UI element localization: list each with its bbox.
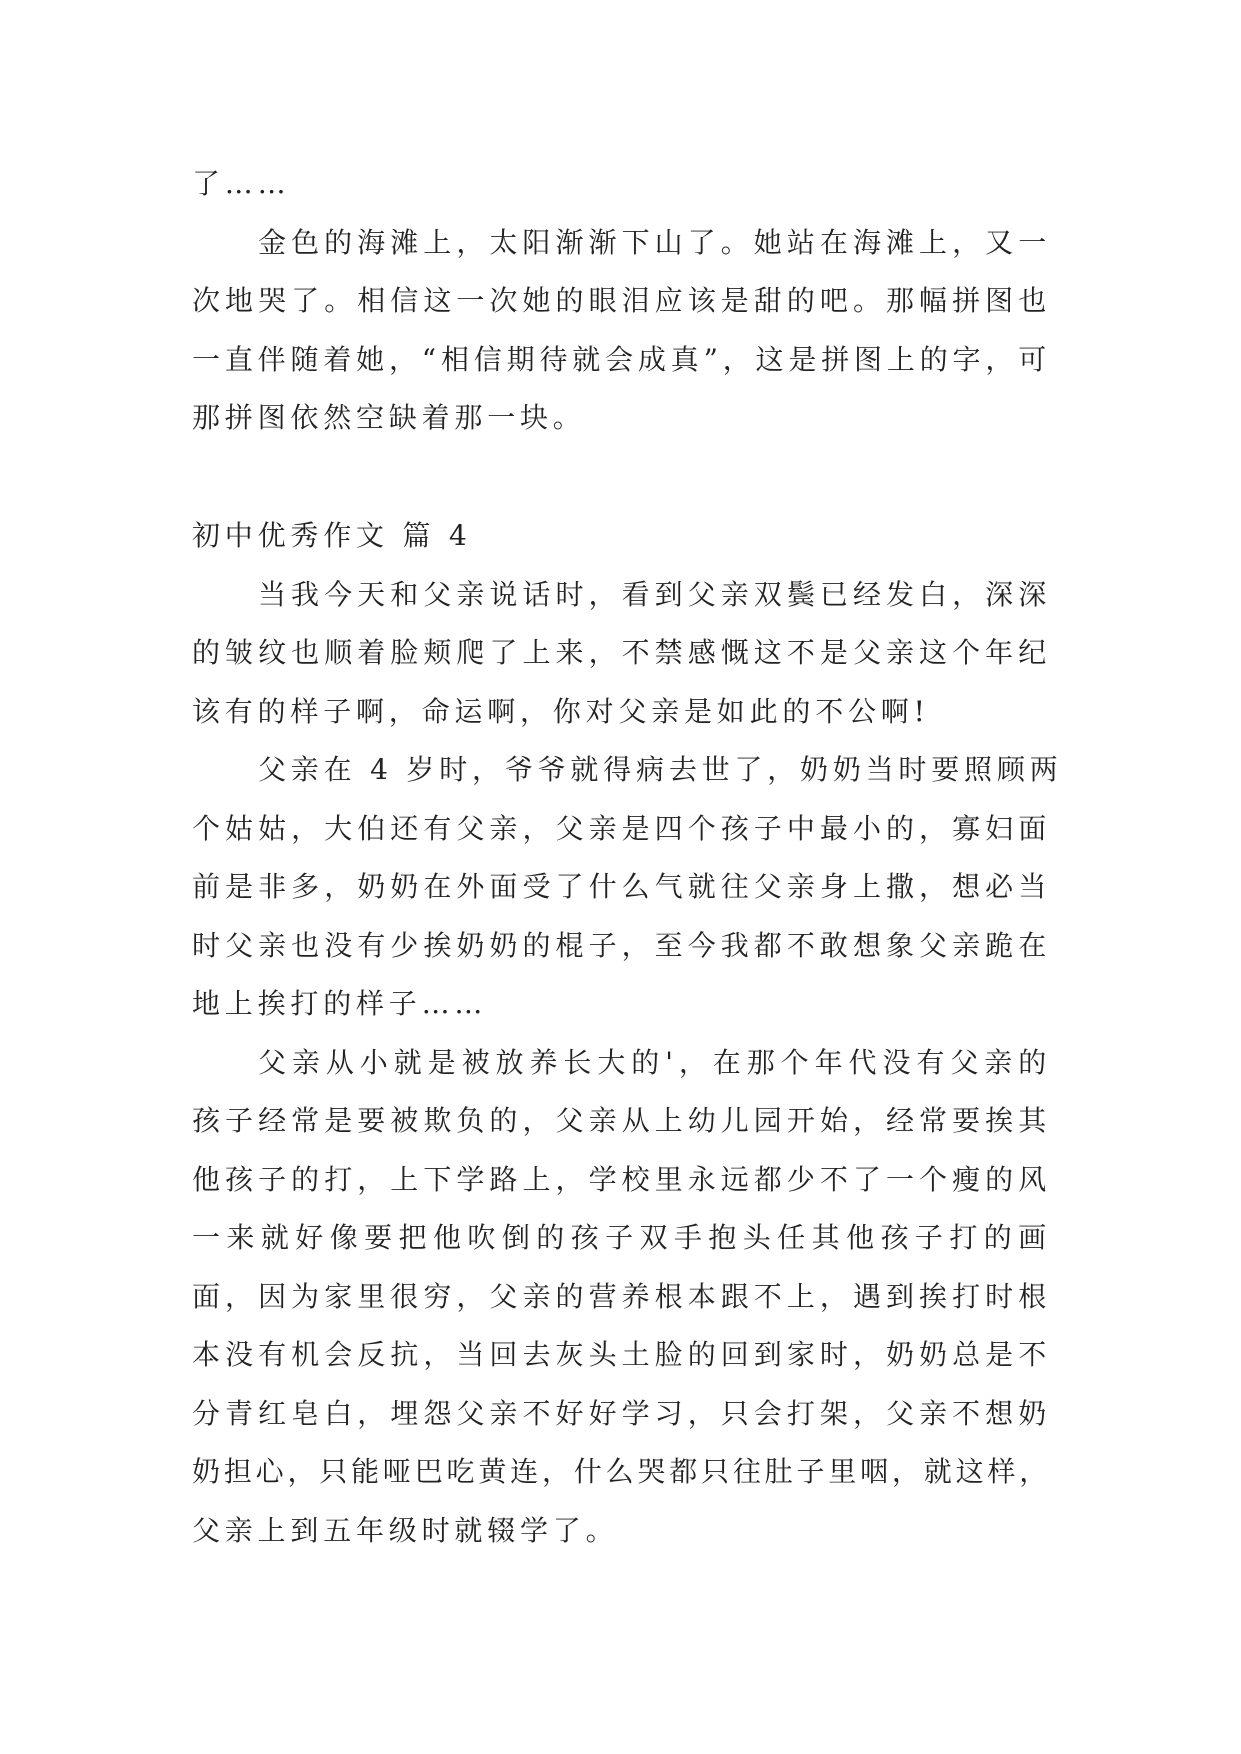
paragraph (192, 214, 1051, 448)
paragraph-line: 一来就好像要把他吹倒的孩子双手抱头任其他孩子打的画 (192, 1221, 1051, 1254)
paragraph-line: 前是非多，奶奶在外面受了什么气就往父亲身上撒，想必当 (192, 870, 1051, 903)
paragraph-line: 该有的样子啊，命运啊，你对父亲是如此的不公啊! (192, 694, 930, 728)
paragraph-line: 父亲在 4 岁时，爷爷就得病去世了，奶奶当时要照顾两 (258, 753, 1063, 786)
paragraph (192, 566, 1051, 742)
paragraph-line: 个姑姑，大伯还有父亲，父亲是四个孩子中最小的，寡妇面 (192, 811, 1051, 845)
paragraph-line: 父亲从小就是被放养长大的'，在那个年代没有父亲的 (258, 1045, 1051, 1079)
paragraph-line: 面，因为家里很穷，父亲的营养根本跟不上，遇到挨打时根 (192, 1279, 1051, 1313)
paragraph-line: 地上挨打的样子…… (192, 987, 488, 1020)
paragraph-line: 分青红皂白，埋怨父亲不好好学习，只会打架，父亲不想奶 (192, 1396, 1051, 1430)
paragraph-line: 了…… (192, 167, 291, 200)
document-page (192, 155, 1063, 1560)
paragraph-line: 那拼图依然空缺着那一块。 (192, 401, 586, 434)
paragraph (192, 1034, 1051, 1561)
paragraph-line: 次地哭了。相信这一次她的眼泪应该是甜的吧。那幅拼图也 (192, 284, 1051, 317)
paragraph-line: 的皱纹也顺着脸颊爬了上来，不禁感慨这不是父亲这个年纪 (192, 636, 1051, 669)
paragraph-line: 父亲上到五年级时就辍学了。 (192, 1513, 619, 1547)
paragraph-line: 时父亲也没有少挨奶奶的棍子，至今我都不敢想象父亲跪在 (192, 928, 1051, 962)
paragraph-line: 本没有机会反抗，当回去灰头土脸的回到家时，奶奶总是不 (192, 1338, 1051, 1371)
continuation-paragraph (192, 155, 1051, 214)
paragraph-line: 一直伴随着她，“相信期待就会成真”，这是拼图上的字，可 (192, 342, 1051, 376)
paragraph-line: 奶担心，只能哑巴吃黄连，什么哭都只往肚子里咽，就这样， (192, 1455, 1051, 1488)
paragraph-line: 当我今天和父亲说话时，看到父亲双鬓已经发白，深深 (258, 577, 1051, 611)
paragraph-line: 金色的海滩上，太阳渐渐下山了。她站在海滩上，又一 (258, 225, 1051, 259)
essay-heading: 初中优秀作文 篇 4 (192, 519, 472, 552)
paragraph-line: 他孩子的打，上下学路上，学校里永远都少不了一个瘦的风 (192, 1162, 1051, 1196)
paragraph (192, 741, 1063, 1034)
paragraph-line: 孩子经常是要被欺负的，父亲从上幼儿园开始，经常要挨其 (192, 1104, 1051, 1137)
